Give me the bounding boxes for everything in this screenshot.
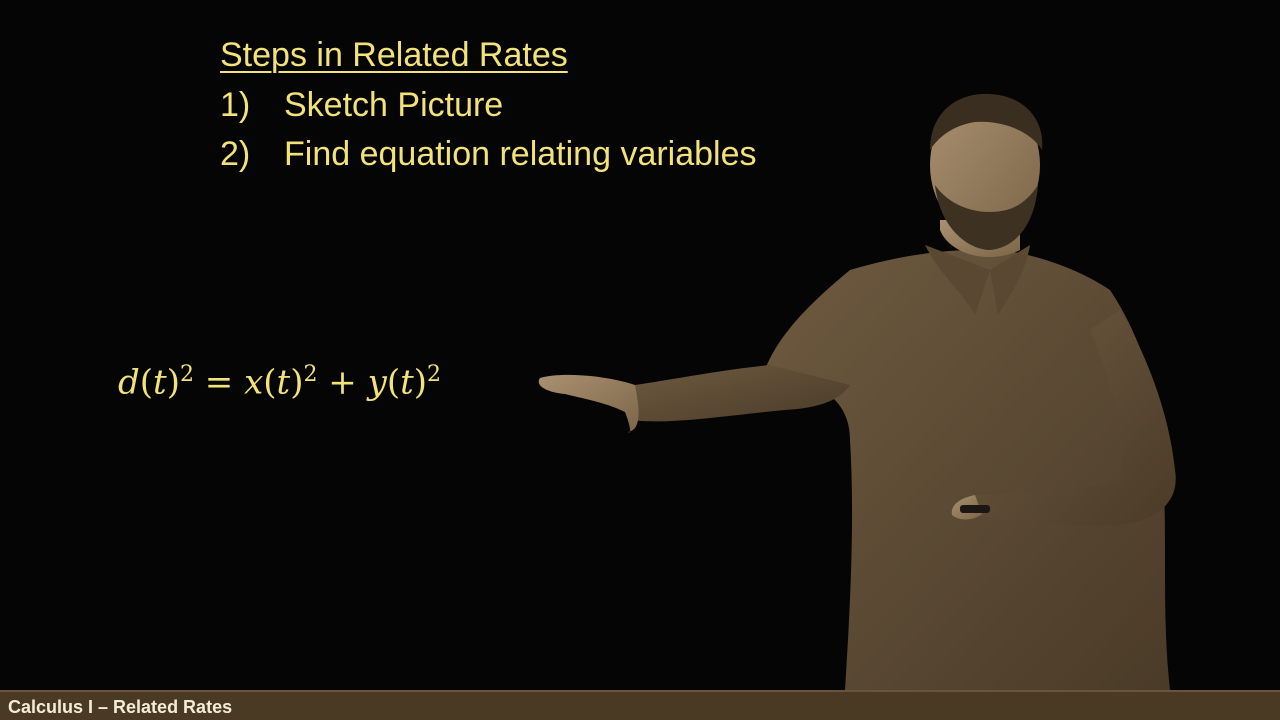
step-item (220, 86, 503, 125)
course-title: Calculus I – Related Rates (8, 697, 233, 717)
step-number: 1) (220, 86, 251, 124)
step-text: Find equation relating variables (284, 135, 757, 173)
step-number: 2) (220, 135, 251, 173)
step-text: Sketch Picture (284, 86, 504, 124)
footer-bar (0, 690, 1280, 720)
pythagorean-equation: $d(t)^2 = x(t)^2 + y(t)^2$ (118, 362, 442, 403)
presenter-figure (520, 80, 1220, 690)
slide-heading: Steps in Related Rates (220, 36, 568, 74)
